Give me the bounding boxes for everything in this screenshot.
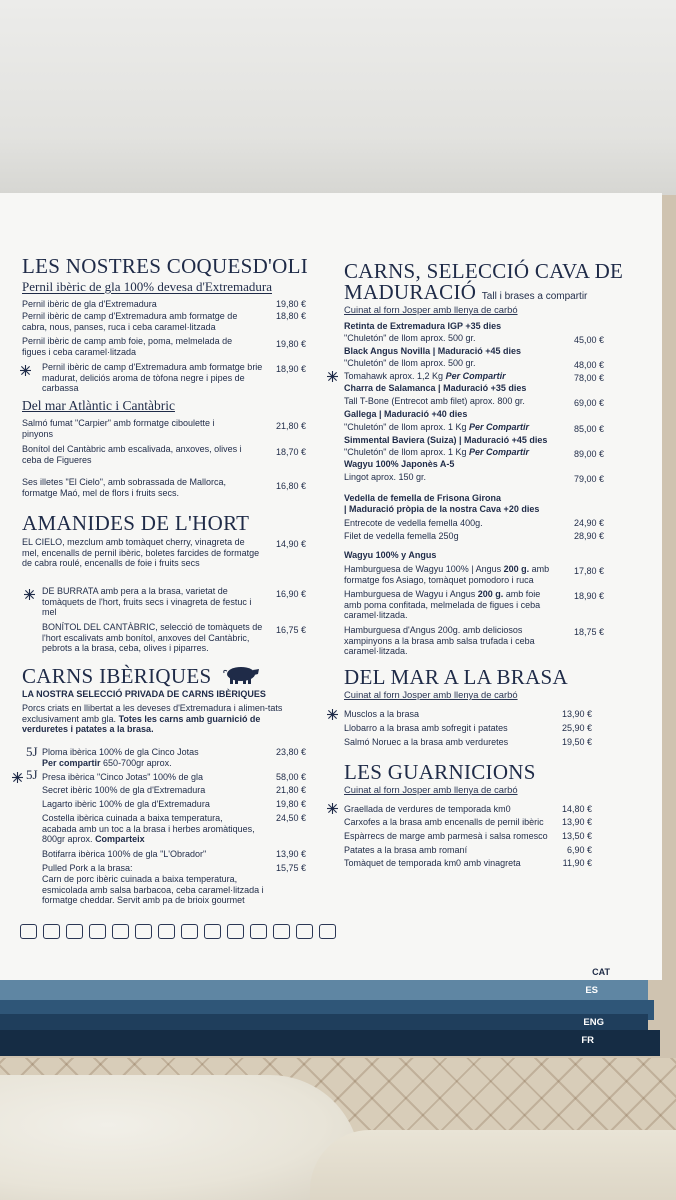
star-icon — [327, 709, 338, 720]
menu-item: Pernil ibèric de camp d'Extremadura amb formatge de cabra, nous, panses, ruca i ceba caramel·litzada — [22, 311, 238, 332]
vedella-head-2: | Maduració pròpia de la nostra Cava +20 dies — [344, 504, 540, 514]
allergen-icon — [273, 924, 290, 939]
menu-price: 89,00 € — [573, 449, 604, 459]
menu-item-head: Black Angus Novilla | Maduració +45 dies — [344, 346, 521, 356]
menu-item: Carxofes a la brasa amb encenalls de pernil ibèric — [344, 817, 544, 827]
ghost-text — [360, 120, 364, 136]
menu-item-head: Wagyu 100% Japonès A-5 — [344, 459, 455, 469]
guarnicions-note: Cuinat al forn Josper amb llenya de carbó — [344, 784, 518, 795]
menu-item-head: Gallega | Maduració +40 dies — [344, 409, 468, 419]
cloth-right — [310, 1130, 676, 1200]
menu-page — [0, 193, 662, 946]
menu-item — [344, 447, 529, 458]
menu-price: 18,70 € — [275, 447, 306, 457]
menu-price: 13,90 € — [561, 709, 592, 719]
lang-band-es[interactable] — [0, 980, 648, 1000]
menu-item: Ses illetes "El Cielo", amb sobrassada de Mallorca, formatge Maó, mel de flors i fruits secs. — [22, 477, 226, 498]
menu-item: Hamburguesa d'Angus 200g. amb deliciosos xampinyons a la brasa amb salsa trufada i ceba caramel·litzada. — [344, 625, 535, 656]
lang-band-fr[interactable] — [0, 1030, 660, 1056]
menu-item: Musclos a la brasa — [344, 709, 420, 719]
carns-note: Cuinat al forn Josper amb llenya de carbó — [344, 304, 518, 315]
menu-price: 17,80 € — [573, 566, 604, 576]
lang-area-cat — [0, 945, 662, 980]
vedella-head: Vedella de femella de Frisona Girona — [344, 493, 502, 503]
menu-item: Graellada de verdures de temporada km0 — [344, 804, 511, 814]
menu-price: 19,50 € — [561, 737, 592, 747]
allergen-icon — [181, 924, 198, 939]
menu-item-head: Retinta de Extremadura IGP +35 dies — [344, 321, 502, 331]
allergen-icon — [158, 924, 175, 939]
wagyu-head: Wagyu 100% y Angus — [344, 550, 437, 560]
intro-text: Porcs criats en llibertat a les deveses d'Extremadura i alimen-tats exclusivament amb gla. — [22, 703, 283, 724]
menu-price: 78,00 € — [573, 373, 604, 383]
menu-item-head: Simmental Baviera (Suiza) | Maduració +45 dies — [344, 435, 548, 445]
menu-item — [42, 813, 257, 845]
allergen-icon — [319, 924, 336, 939]
lang-tab-es[interactable]: ES — [585, 985, 598, 996]
menu-item: Salmó fumat "Carpier" amb formatge ciboulette i pinyons — [22, 418, 215, 439]
mar-note: Cuinat al forn Josper amb llenya de carbó — [344, 689, 518, 700]
allergen-icon — [43, 924, 60, 939]
menu-price: 18,80 € — [275, 311, 306, 321]
menu-price: 19,80 € — [275, 799, 306, 809]
allergen-icon — [227, 924, 244, 939]
menu-item: Tall T-Bone (Entrecot amb filet) aprox. 800 gr. — [344, 396, 525, 406]
lang-tab-fr[interactable]: FR — [581, 1035, 594, 1046]
menu-price: 21,80 € — [275, 785, 306, 795]
menu-price: 69,00 € — [573, 398, 604, 408]
menu-price: 15,75 € — [275, 863, 306, 873]
menu-item: Llobarro a la brasa amb sofregit i patates — [344, 723, 508, 733]
item-bold: Comparteix — [95, 834, 145, 844]
item-text: "Chuletón" de llom aprox. 1 Kg — [344, 447, 467, 457]
menu-price: 13,90 € — [561, 817, 592, 827]
menu-item: "Chuletón" de llom aprox. 500 gr. — [344, 333, 476, 343]
allergen-icon — [296, 924, 313, 939]
allergen-icon — [250, 924, 267, 939]
item-share: Per Compartir — [468, 447, 530, 457]
menu-price: 14,80 € — [561, 804, 592, 814]
item-text: "Chuletón" de llom aprox. 1 Kg — [344, 422, 467, 432]
menu-item: BONÍTOL DEL CANTÀBRIC, selecció de tomàquets de l'hort escalivats amb bonítol, anxoves del Cantàbric, pebrots a la brasa, ceba, olives i piparres. — [42, 622, 263, 653]
menu-item: Lagarto ibèric 100% de gla d'Extremadura — [42, 799, 210, 809]
menu-item-desc: Carn de porc ibèric cuinada a baixa temperatura, esmicolada amb salsa barbacoa, ceba caramel·litzada i formatge cheddar. Servit amb pa de brioix gourmet — [42, 874, 264, 905]
menu-price: 16,75 € — [275, 625, 306, 635]
item-bold: 200 g. — [477, 589, 504, 599]
menu-item-head: Charra de Salamanca | Maduració +35 dies — [344, 383, 527, 393]
allergen-icon — [20, 924, 37, 939]
allergen-icon — [135, 924, 152, 939]
item-rest: amb formatge fos Asiago, tomàquet pomodoro i ruca — [344, 564, 550, 585]
menu-item: Pulled Pork a la brasa: — [42, 863, 133, 873]
menu-price: 19,80 € — [275, 299, 306, 309]
menu-price: 58,00 € — [275, 772, 306, 782]
menu-item — [344, 564, 554, 585]
carns-title-main: MADURACIÓ — [344, 280, 477, 304]
menu-item: Pernil ibèric de camp d'Extremadura amb formatge brie madurat, deliciós aroma de tòfona negre i pipes de carbassa — [42, 362, 263, 393]
menu-item — [344, 589, 556, 621]
menu-item: Presa ibèrica "Cinco Jotas" 100% de gla — [42, 772, 203, 782]
item-text: Costella ibèrica cuinada a baixa temperatura, acabada amb un toc a la brasa i herbes aromàtiques, 800gr aprox. — [42, 813, 255, 844]
menu-item: Ploma ibèrica 100% de gla Cinco Jotas — [42, 747, 199, 757]
share-weight: 650-700gr aprox. — [103, 758, 172, 768]
menu-item: Entrecote de vedella femella 400g. — [344, 518, 483, 528]
menu-price: 18,90 € — [573, 591, 604, 601]
menu-price: 13,90 € — [275, 849, 306, 859]
menu-item: Pernil ibèric de gla d'Extremadura — [22, 299, 157, 309]
menu-price: 24,90 € — [573, 518, 604, 528]
mar-title: DEL MAR A LA BRASA — [344, 665, 568, 689]
menu-item: Espàrrecs de marge amb parmesà i salsa romesco — [344, 831, 548, 841]
amanides-title: AMANIDES DE L'HORT — [22, 511, 250, 535]
menu-price: 19,80 € — [275, 339, 306, 349]
menu-price: 16,90 € — [275, 589, 306, 599]
five-jotas-icon: 5J — [26, 767, 38, 782]
menu-price: 18,75 € — [573, 627, 604, 637]
cloth — [0, 1075, 360, 1200]
iberiques-subtitle: LA NOSTRA SELECCIÓ PRIVADA DE CARNS IBÈRIQUES — [22, 689, 266, 699]
allergen-icon — [112, 924, 129, 939]
lang-tab-eng[interactable]: ENG — [583, 1017, 604, 1028]
allergen-icons — [20, 924, 336, 939]
menu-price: 18,90 € — [275, 364, 306, 374]
item-bold: 200 g. — [503, 564, 530, 574]
menu-price: 85,00 € — [573, 424, 604, 434]
item-share: Per Compartir — [445, 371, 506, 381]
pig-icon — [222, 665, 260, 685]
item-text: Hamburguesa de Wagyu i Angus — [344, 589, 476, 599]
item-rest: amb foie amb poma confitada, melmelada de figues i ceba caramel·litzada. — [344, 589, 541, 620]
iberiques-intro — [22, 703, 292, 735]
carns-title: CARNS, SELECCIÓ CAVA DE — [344, 259, 624, 283]
menu-item: Tomàquet de temporada km0 amb vinagreta — [344, 858, 521, 868]
menu-price: 28,90 € — [573, 531, 604, 541]
menu-item: Botifarra ibèrica 100% de gla "L'Obrador" — [42, 849, 207, 859]
menu-item — [344, 422, 529, 433]
menu-item: Bonítol del Cantàbric amb escalivada, anxoves, olives i ceba de Figueres — [22, 444, 242, 465]
menu-price: 79,00 € — [573, 474, 604, 484]
menu-item: Patates a la brasa amb romaní — [344, 845, 468, 855]
menu-price: 6,90 € — [566, 845, 592, 855]
intro-bold-text: Totes les carns amb guarnició de verduretes i patates a la brasa. — [22, 713, 261, 734]
coques-subtitle: Pernil ibèric de gla 100% devesa d'Extremadura — [22, 279, 272, 294]
menu-price: 24,50 € — [275, 813, 306, 823]
item-text: Hamburguesa de Wagyu 100% | Angus — [344, 564, 502, 574]
menu-item: EL CIELO, mezclum amb tomàquet cherry, vinagreta de mel, encenalls de pernil ibèric, boletes farcides de formatge de cabra roulé, encenalls de foie i fruits secs — [22, 537, 260, 568]
menu-item: DE BURRATA amb pera a la brasa, varietat de tomàquets de l'hort, fruits secs i vinagreta de festuc i mel — [42, 586, 252, 617]
star-icon — [327, 803, 338, 814]
carns-title-sub: Tall i brases a compartir — [481, 291, 588, 302]
allergen-icon — [204, 924, 221, 939]
star-icon — [327, 371, 338, 382]
star-icon — [24, 589, 35, 600]
menu-item: Secret ibèric 100% de gla d'Extremadura — [42, 785, 206, 795]
menu-item — [344, 371, 506, 382]
menu-item: Pernil ibèric de camp amb foie, poma, melmelada de figues i ceba caramel·litzada — [22, 336, 233, 357]
iberiques-title: CARNS IBÈRIQUES — [22, 664, 212, 688]
coques-title: LES NOSTRES COQUESD'OLI — [22, 254, 309, 278]
menu-price: 14,90 € — [275, 539, 306, 549]
menu-price: 23,80 € — [275, 747, 306, 757]
menu-price: 16,80 € — [275, 481, 306, 491]
star-icon — [12, 772, 23, 783]
guarnicions-title: LES GUARNICIONS — [344, 760, 536, 784]
five-jotas-icon: 5J — [26, 744, 38, 759]
allergen-icon — [89, 924, 106, 939]
menu-price: 13,50 € — [561, 831, 592, 841]
menu-price: 21,80 € — [275, 421, 306, 431]
menu-item: "Chuletón" de llom aprox. 500 gr. — [344, 358, 476, 368]
menu-price: 48,00 € — [573, 360, 604, 370]
star-icon — [20, 365, 31, 376]
share-label: Per compartir — [42, 758, 101, 768]
item-share: Per Compartir — [468, 422, 530, 432]
menu-item: Lingot aprox. 150 gr. — [344, 472, 427, 482]
menu-item: Filet de vedella femella 250g — [344, 531, 459, 541]
menu-price: 25,90 € — [561, 723, 592, 733]
lang-band-eng[interactable] — [0, 1014, 648, 1030]
menu-item-sharing — [42, 758, 172, 769]
menu-price: 11,90 € — [562, 858, 592, 868]
menu-price: 45,00 € — [573, 335, 604, 345]
lang-tab-cat[interactable]: CAT — [592, 967, 610, 977]
allergen-icon — [66, 924, 83, 939]
previous-page — [0, 0, 676, 195]
coques-subtitle-sea: Del mar Atlàntic i Cantàbric — [22, 398, 175, 413]
menu-item: Salmó Noruec a la brasa amb verduretes — [344, 737, 509, 747]
item-text: Tomahawk aprox. 1,2 Kg — [344, 371, 444, 381]
